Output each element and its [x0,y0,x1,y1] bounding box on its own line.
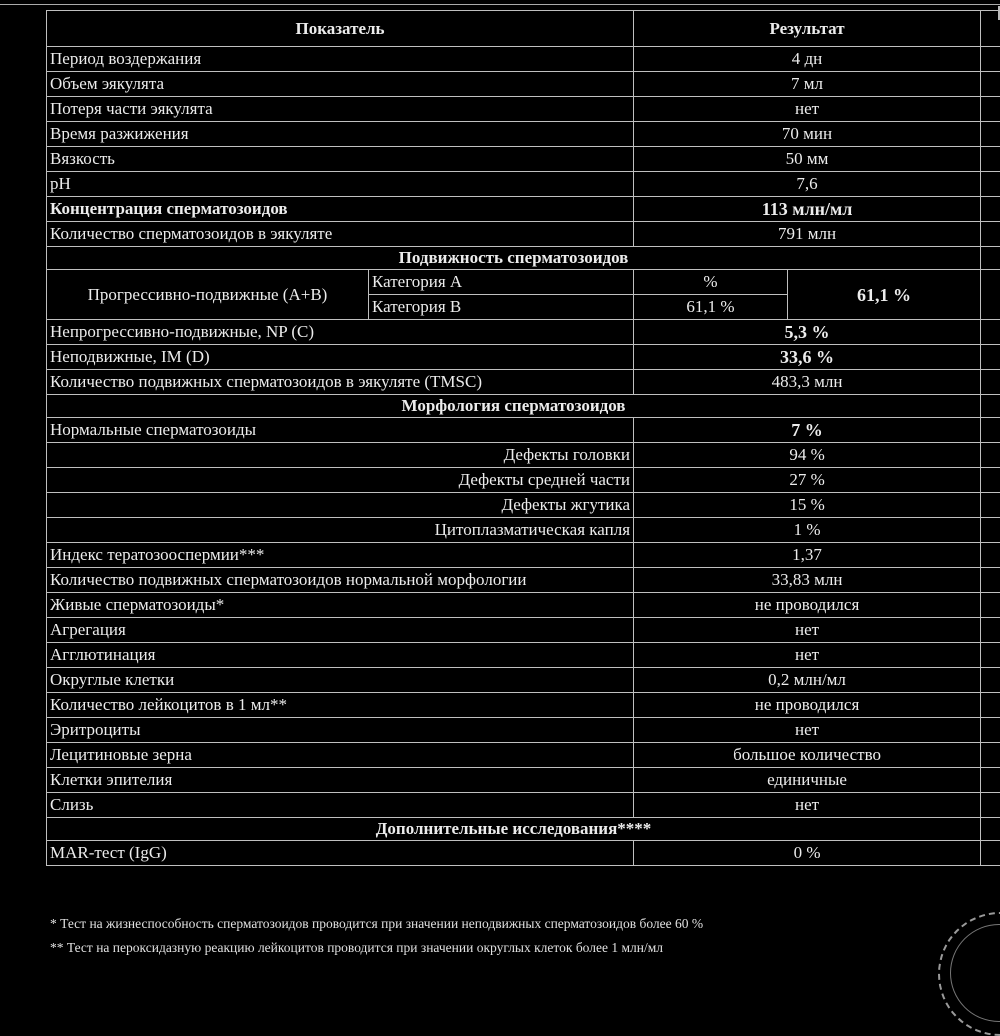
row-extra [981,593,1000,618]
table-row [47,197,1000,222]
row-label: Живые сперматозоиды* [47,593,634,618]
row-value: не проводился [634,693,981,718]
section-title-additional: Дополнительные исследования**** [47,818,981,841]
row-extra [981,468,1000,493]
row-extra [981,818,1000,841]
section-row-additional [47,818,1000,841]
row-label: Количество сперматозоидов в эякуляте [47,222,634,247]
row-extra [981,643,1000,668]
row-extra [981,270,1000,320]
row-extra [981,370,1000,395]
row-label: Округлые клетки [47,668,634,693]
table-row [47,418,1000,443]
row-label: Количество подвижных сперматозоидов нормальной морфологии [47,568,634,593]
table-row [47,618,1000,643]
section-title-motility: Подвижность сперматозоидов [47,247,981,270]
table-row [47,768,1000,793]
row-extra [981,418,1000,443]
row-extra [981,395,1000,418]
row-extra [981,793,1000,818]
header-result: Результат [634,11,981,47]
table-row [47,47,1000,72]
row-extra [981,743,1000,768]
category-a-value: % [634,270,788,295]
semen-analysis-table [46,10,1000,866]
row-value: 50 мм [634,147,981,172]
progressive-label: Прогрессивно-подвижные (A+B) [47,270,369,320]
row-label: Потеря части эякулята [47,97,634,122]
table-row-defect [47,518,1000,543]
row-label: Слизь [47,793,634,818]
table-row [47,370,1000,395]
row-extra [981,693,1000,718]
row-value: 7,6 [634,172,981,197]
table-row-defect [47,468,1000,493]
row-value: 7 % [634,418,981,443]
row-value: 5,3 % [634,320,981,345]
row-label: Эритроциты [47,718,634,743]
table-row [47,147,1000,172]
row-value: 4 дн [634,47,981,72]
row-extra [981,768,1000,793]
defect-label: Цитоплазматическая капля [47,518,634,543]
row-extra [981,197,1000,222]
row-value: 483,3 млн [634,370,981,395]
row-value: нет [634,618,981,643]
row-extra [981,222,1000,247]
table-row [47,97,1000,122]
category-b-label: Категория B [369,295,634,320]
section-title-morphology: Морфология сперматозоидов [47,395,981,418]
row-extra [981,841,1000,866]
table-row [47,593,1000,618]
section-row-motility [47,247,1000,270]
row-label: Непрогрессивно-подвижные, NP (C) [47,320,634,345]
table-row [47,172,1000,197]
row-value: 33,6 % [634,345,981,370]
row-value: 1,37 [634,543,981,568]
table-row-defect [47,493,1000,518]
table-row [47,222,1000,247]
table-row [47,743,1000,768]
row-extra [981,247,1000,270]
table-row [47,718,1000,743]
row-label: Нормальные сперматозоиды [47,418,634,443]
top-border [0,0,1000,5]
row-label: MAR-тест (IgG) [47,841,634,866]
table-row [47,841,1000,866]
row-label: Агрегация [47,618,634,643]
row-value: нет [634,793,981,818]
row-extra [981,345,1000,370]
row-extra [981,518,1000,543]
row-value: единичные [634,768,981,793]
row-extra [981,668,1000,693]
row-value: 113 млн/мл [634,197,981,222]
table-row [47,668,1000,693]
section-row-morphology [47,395,1000,418]
row-value: не проводился [634,593,981,618]
table-row [47,643,1000,668]
row-label: Время разжижения [47,122,634,147]
defect-label: Дефекты средней части [47,468,634,493]
row-value: 0 % [634,841,981,866]
row-extra [981,618,1000,643]
row-label: Агглютинация [47,643,634,668]
row-value: 791 млн [634,222,981,247]
row-extra [981,320,1000,345]
row-label: Количество подвижных сперматозоидов в эякуляте (TMSC) [47,370,634,395]
row-extra [981,443,1000,468]
defect-value: 27 % [634,468,981,493]
category-a-label: Категория A [369,270,634,295]
header-indicator: Показатель [47,11,634,47]
row-label: Объем эякулята [47,72,634,97]
table-row [47,693,1000,718]
row-extra [981,97,1000,122]
table-row [47,793,1000,818]
row-extra [981,47,1000,72]
table-row-progressive-a [47,270,1000,295]
row-extra [981,568,1000,593]
defect-value: 94 % [634,443,981,468]
row-label: Неподвижные, IM (D) [47,345,634,370]
row-extra [981,493,1000,518]
table-header-row [47,11,1000,47]
row-extra [981,172,1000,197]
row-label: Концентрация сперматозоидов [47,197,634,222]
row-label: Клетки эпителия [47,768,634,793]
row-extra [981,72,1000,97]
table-row [47,345,1000,370]
edge-mark [988,6,1000,20]
row-extra [981,147,1000,172]
row-label: Период воздержания [47,47,634,72]
row-value: большое количество [634,743,981,768]
table-row [47,320,1000,345]
row-extra [981,122,1000,147]
table-row [47,568,1000,593]
row-value: 0,2 млн/мл [634,668,981,693]
row-value: 7 мл [634,72,981,97]
table-row [47,543,1000,568]
row-value: нет [634,643,981,668]
row-extra [981,543,1000,568]
table-row-defect [47,443,1000,468]
row-label: Количество лейкоцитов в 1 мл** [47,693,634,718]
defect-value: 1 % [634,518,981,543]
footnote-vitality: * Тест на жизнеспособность сперматозоидов проводится при значении неподвижных сперматозоидов более 60 % [50,916,703,932]
row-value: нет [634,718,981,743]
row-value: нет [634,97,981,122]
row-value: 33,83 млн [634,568,981,593]
defect-label: Дефекты жгутика [47,493,634,518]
row-label: Индекс тератозооспермии*** [47,543,634,568]
row-label: Лецитиновые зерна [47,743,634,768]
defect-label: Дефекты головки [47,443,634,468]
category-b-value: 61,1 % [634,295,788,320]
row-label: pH [47,172,634,197]
table-row [47,122,1000,147]
row-value: 70 мин [634,122,981,147]
progressive-total: 61,1 % [788,270,981,320]
defect-value: 15 % [634,493,981,518]
row-extra [981,718,1000,743]
footnote-peroxidase: ** Тест на пероксидазную реакцию лейкоцитов проводится при значении округлых клеток более 1 млн/мл [50,940,663,956]
row-label: Вязкость [47,147,634,172]
table-row [47,72,1000,97]
